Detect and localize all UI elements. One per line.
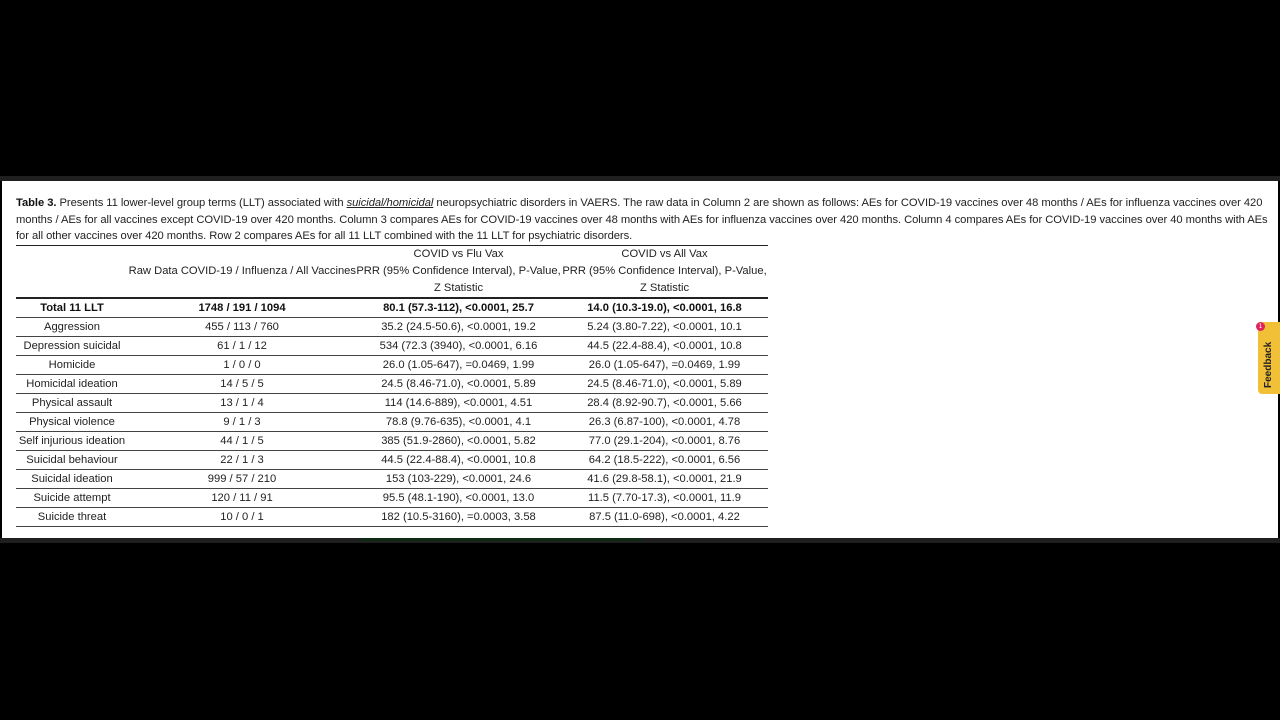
cell-flu: 153 (103-229), <0.0001, 24.6 [356,470,561,489]
top-letterbox [0,0,1280,178]
caption-label: Table 3. [16,197,57,209]
caption-text-after: neuropsychiatric disorders in VAERS. The raw data in Column 2 are shown as follows: AEs for COVID-19 vaccines over 48 months / AEs for influenza vaccines over 420 months / AEs for all vaccines except COVID-19 over 420 months. Column 3 compares AEs for COVID-19 vaccines over 48 months with AEs for influenza vaccines over 420 months. Column 4 compares AEs for COVID-19 vaccines over 40 months with AEs for all other vaccines over 420 months. Row 2 compares AEs for all 11 LLT combined with the 11 LLT for psychiatric disorders. [16,197,1268,242]
cell-all: 24.5 (8.46-71.0), <0.0001, 5.89 [561,375,768,394]
table-row [16,508,768,527]
header-all-prr: PRR (95% Confidence Interval), P-Value, [562,264,767,277]
caption-emphasis-link[interactable]: suicidal/homicidal [346,197,434,209]
cell-term: Suicide threat [16,508,128,527]
cell-term: Self injurious ideation [16,432,128,451]
notification-badge: 1 [1256,322,1265,331]
table-row [16,394,768,413]
table-panel [2,181,1278,538]
cell-raw: 999 / 57 / 210 [128,470,356,489]
cell-raw: 14 / 5 / 5 [128,375,356,394]
caption-text-before: Presents 11 lower-level group terms (LLT) associated with [56,197,347,209]
cell-all: 87.5 (11.0-698), <0.0001, 4.22 [561,508,768,527]
cell-all: 11.5 (7.70-17.3), <0.0001, 11.9 [561,489,768,508]
cell-raw: 44 / 1 / 5 [128,432,356,451]
cell-all: 26.0 (1.05-647), =0.0469, 1.99 [561,356,768,375]
table-row-total [16,298,768,318]
table-header [16,246,768,299]
cell-term: Total 11 LLT [16,298,128,318]
cell-flu: 80.1 (57.3-112), <0.0001, 25.7 [356,298,561,318]
table-row [16,451,768,470]
cell-term: Aggression [16,318,128,337]
feedback-label: Feedback [1263,341,1274,388]
cell-flu: 35.2 (24.5-50.6), <0.0001, 19.2 [356,318,561,337]
table-row [16,413,768,432]
cell-flu: 385 (51.9-2860), <0.0001, 5.82 [356,432,561,451]
feedback-button[interactable] [1258,322,1280,394]
cell-raw: 10 / 0 / 1 [128,508,356,527]
cell-all: 44.5 (22.4-88.4), <0.0001, 10.8 [561,337,768,356]
table-row [16,337,768,356]
header-flu-title: COVID vs Flu Vax [413,248,504,260]
cell-term: Depression suicidal [16,337,128,356]
cell-flu: 534 (72.3 (3940), <0.0001, 6.16 [356,337,561,356]
cell-raw: 22 / 1 / 3 [128,451,356,470]
cell-raw: 9 / 1 / 3 [128,413,356,432]
cell-flu: 114 (14.6-889), <0.0001, 4.51 [356,394,561,413]
cell-all: 64.2 (18.5-222), <0.0001, 6.56 [561,451,768,470]
cell-flu: 78.8 (9.76-635), <0.0001, 4.1 [356,413,561,432]
cell-raw: 1 / 0 / 0 [128,356,356,375]
cell-term: Suicidal ideation [16,470,128,489]
cell-raw: 61 / 1 / 12 [128,337,356,356]
cell-term: Homicide [16,356,128,375]
cell-all: 77.0 (29.1-204), <0.0001, 8.76 [561,432,768,451]
cell-all: 28.4 (8.92-90.7), <0.0001, 5.66 [561,394,768,413]
cell-term: Physical violence [16,413,128,432]
header-flu-z: Z Statistic [356,280,561,299]
table-row [16,318,768,337]
table-body [16,298,768,527]
table-row [16,375,768,394]
cell-raw: 455 / 113 / 760 [128,318,356,337]
table-caption [16,195,1268,245]
header-raw-data: Raw Data COVID-19 / Influenza / All Vaccines [128,264,356,277]
cell-term: Suicidal behaviour [16,451,128,470]
cell-all: 26.3 (6.87-100), <0.0001, 4.78 [561,413,768,432]
cell-raw: 13 / 1 / 4 [128,394,356,413]
table-row [16,432,768,451]
cell-all: 5.24 (3.80-7.22), <0.0001, 10.1 [561,318,768,337]
cell-term: Homicidal ideation [16,375,128,394]
cell-term: Physical assault [16,394,128,413]
cell-flu: 44.5 (22.4-88.4), <0.0001, 10.8 [356,451,561,470]
table-row [16,356,768,375]
table-row [16,489,768,508]
cell-flu: 182 (10.5-3160), =0.0003, 3.58 [356,508,561,527]
header-all-z: Z Statistic [561,280,768,299]
cell-flu: 26.0 (1.05-647), =0.0469, 1.99 [356,356,561,375]
cell-flu: 95.5 (48.1-190), <0.0001, 13.0 [356,489,561,508]
cell-raw: 1748 / 191 / 1094 [128,298,356,318]
header-flu-prr: PRR (95% Confidence Interval), P-Value, [356,264,561,277]
cell-flu: 24.5 (8.46-71.0), <0.0001, 5.89 [356,375,561,394]
cell-raw: 120 / 11 / 91 [128,489,356,508]
table-row [16,470,768,489]
header-all-title: COVID vs All Vax [621,248,708,260]
cell-all: 14.0 (10.3-19.0), <0.0001, 16.8 [561,298,768,318]
cell-all: 41.6 (29.8-58.1), <0.0001, 21.9 [561,470,768,489]
results-table [16,245,768,527]
bottom-accent-bar [360,538,642,541]
cell-term: Suicide attempt [16,489,128,508]
